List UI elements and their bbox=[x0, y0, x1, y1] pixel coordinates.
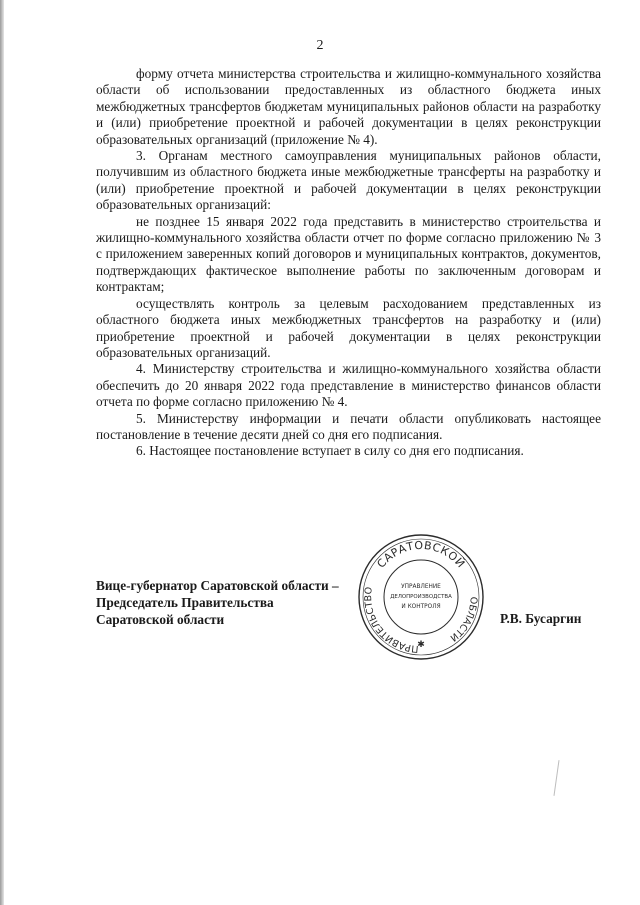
stamp-inner-line-1: УПРАВЛЕНИЕ bbox=[401, 584, 441, 590]
signer-title-line-3: Саратовской области bbox=[96, 612, 225, 627]
paragraph-control: осуществлять контроль за целевым расходованием представленных из областного бюджета иных межбюджетных трансфертов на разработку и (или) приобретение проектной и рабочей документации в целях реконструкции образовательных организаций. bbox=[96, 295, 601, 360]
stamp-text-right: ОБЛАСТИ bbox=[447, 596, 479, 644]
scan-edge bbox=[0, 0, 4, 905]
paragraph-item-4: 4. Министерству строительства и жилищно-коммунального хозяйства области обеспечить до 20 января 2022 года представление в министерство финансов области отчета по форме согласно приложению № 4. bbox=[96, 361, 601, 410]
document-body bbox=[96, 66, 601, 460]
scan-artifact bbox=[553, 760, 559, 796]
official-stamp bbox=[356, 532, 486, 662]
paragraph-item-3: 3. Органам местного самоуправления муниципальных районов области, получившим из областного бюджета иные межбюджетные трансферты на разработку и (или) приобретение проектной и рабочей документации в целях реконструкции образовательных организаций: bbox=[96, 148, 601, 213]
stamp-inner-line-2: ДЕЛОПРОИЗВОДСТВА bbox=[390, 594, 452, 600]
paragraph-item-6: 6. Настоящее постановление вступает в силу со дня его подписания. bbox=[136, 443, 524, 459]
stamp-text-left: ПРАВИТЕЛЬСТВО bbox=[363, 586, 420, 655]
paragraph-report-form: форму отчета министерства строительства и жилищно-коммунального хозяйства области об использовании предоставленных из областного бюджета иных межбюджетных трансфертов бюджетам муниципальных районов области на разработку и (или) приобретение проектной и рабочей документации в целях реконструкции образовательных организаций (приложение № 4). bbox=[96, 66, 601, 147]
star-icon: ✱ bbox=[417, 640, 425, 650]
signer-title-line-2: Председатель Правительства bbox=[96, 595, 274, 610]
signer-title-line-1: Вице-губернатор Саратовской области – bbox=[96, 578, 339, 593]
page-number: 2 bbox=[316, 38, 324, 53]
stamp-inner-line-3: И КОНТРОЛЯ bbox=[401, 604, 441, 610]
paragraph-item-5: 5. Министерству информации и печати области опубликовать настоящее постановление в течение десяти дней со дня его подписания. bbox=[96, 410, 601, 442]
stamp-text-top: САРАТОВСКОЙ bbox=[374, 538, 468, 571]
signature-block bbox=[96, 577, 339, 628]
paragraph-deadline: не позднее 15 января 2022 года представить в министерство строительства и жилищно-коммунального хозяйства области отчет по форме согласно приложению № 3 с приложением заверенных копий договоров и муниципальных контрактов, документов, подтверждающих фактическое выполнение работы по заключенным договорам и контрактам; bbox=[96, 213, 601, 295]
signer-name: Р.В. Бусаргин bbox=[500, 611, 582, 626]
